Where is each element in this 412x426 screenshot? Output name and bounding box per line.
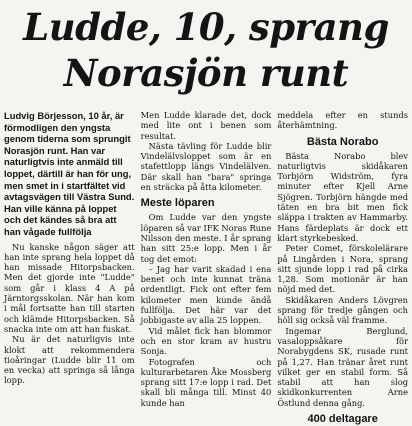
headline xyxy=(0,0,412,96)
body-paragraph: Nu kanske någon säger att han inte sprang hela loppet då han missade Hitorpsbacken. Men det gjorde inte "Ludde" som går i klass 4 A på Järntorgsskolan. När han kom i mål fortsatte han till starten och klämde Hitorpsbacken. Så snacka inte om att han fuskat. xyxy=(4,241,135,334)
subheading-basta-norabo: Bästa Norabo xyxy=(306,135,379,148)
body-paragraph: – Jag har varit skadad i ena benet och inte kunnat träna ordentligt. Fick ont efter fem kilometer men kunde ändå fullfölja. Det här var det jobbigaste av alla 25 loppen. xyxy=(140,263,272,326)
body-paragraph: Fotografen och kulturarbetaren Åke Mossberg sprang sitt 17:e lopp i rad. Det skall bli många till. Minst 40 kunde han xyxy=(140,356,272,408)
body-paragraph: Peter Comet, förskolelärare på Lingården i Nora, sprang sitt sjunde lopp i rad på cirka 1,28. Som motionär är han nöjd med det. xyxy=(277,243,409,295)
column-2 xyxy=(141,110,272,406)
headline-line-2: Norasjön runt xyxy=(63,51,349,95)
body-paragraph: Men Ludde klarade det, dock med lite ont i benen som resultat. xyxy=(140,110,272,141)
body-paragraph: Skidåkaren Anders Lövgren sprang för tredje gången och höll sig också väl framme. xyxy=(277,294,409,326)
body-paragraph: Nu är det naturligvis inte klokt att rekommendera tioåringar (Ludde blir 11 om en vecka) att springa så långa lopp. xyxy=(4,334,135,386)
body-paragraph: Om Ludde var den yngste löparen så var IFK Noras Rune Nilsson den meste. I år sprang han sitt 25:e lopp. Men i år tog det emot: xyxy=(140,212,272,264)
body-paragraph: meddela efter en stunds återhämtning. xyxy=(277,110,409,131)
article-columns xyxy=(4,110,409,426)
subheading-meste-loparen: Meste löparen xyxy=(140,197,215,210)
body-paragraph: Vid målet fick han blommor och en stor kram av hustru Sonja. xyxy=(140,325,272,357)
body-paragraph: Bästa Norabo blev naturligtvis skidåkaren Torbjörn Widström, fyra minuter efter Kjell Arne Sjögren. Torbjörn hängde med täten en bra bit men fick släppa i trakten av Hammarby. Hans färdeplats är dock ett klart styrkebesked. xyxy=(277,150,409,243)
lead-paragraph: Ludvig Börjesson, 10 år, är förmodligen den yngsta genom tiderna som sprungit Norasjön runt. Han var naturligtvis inte anmäld till loppet, därtill är han för ung, men smet in i startfältet vid avtagsvägen till Västra Sund. Han ville känna på loppet och det kändes så bra att han vågade fullfölja xyxy=(4,110,135,237)
body-paragraph: Ingemar Berglund, vasaloppsåkare för Norabygdens SK, rusade runt på 1,27. Han tränar året runt vilket ger en stabil form. Så stabil att han slog skidkonkurrenten Arne Östlund denna gång. xyxy=(277,325,409,408)
headline-line-1: Ludde, 10, sprang xyxy=(23,5,389,49)
column-3 xyxy=(277,110,409,426)
body-paragraph: Nästa tävling för Ludde blir Vindelälvsloppet som är en stafettlopp längs Vindelälven. Där skall han "bara" springa en sträcka på åtta kilometer. xyxy=(140,140,272,193)
subheading-400-deltagare: 400 deltagare xyxy=(307,413,378,426)
column-1 xyxy=(4,110,135,406)
